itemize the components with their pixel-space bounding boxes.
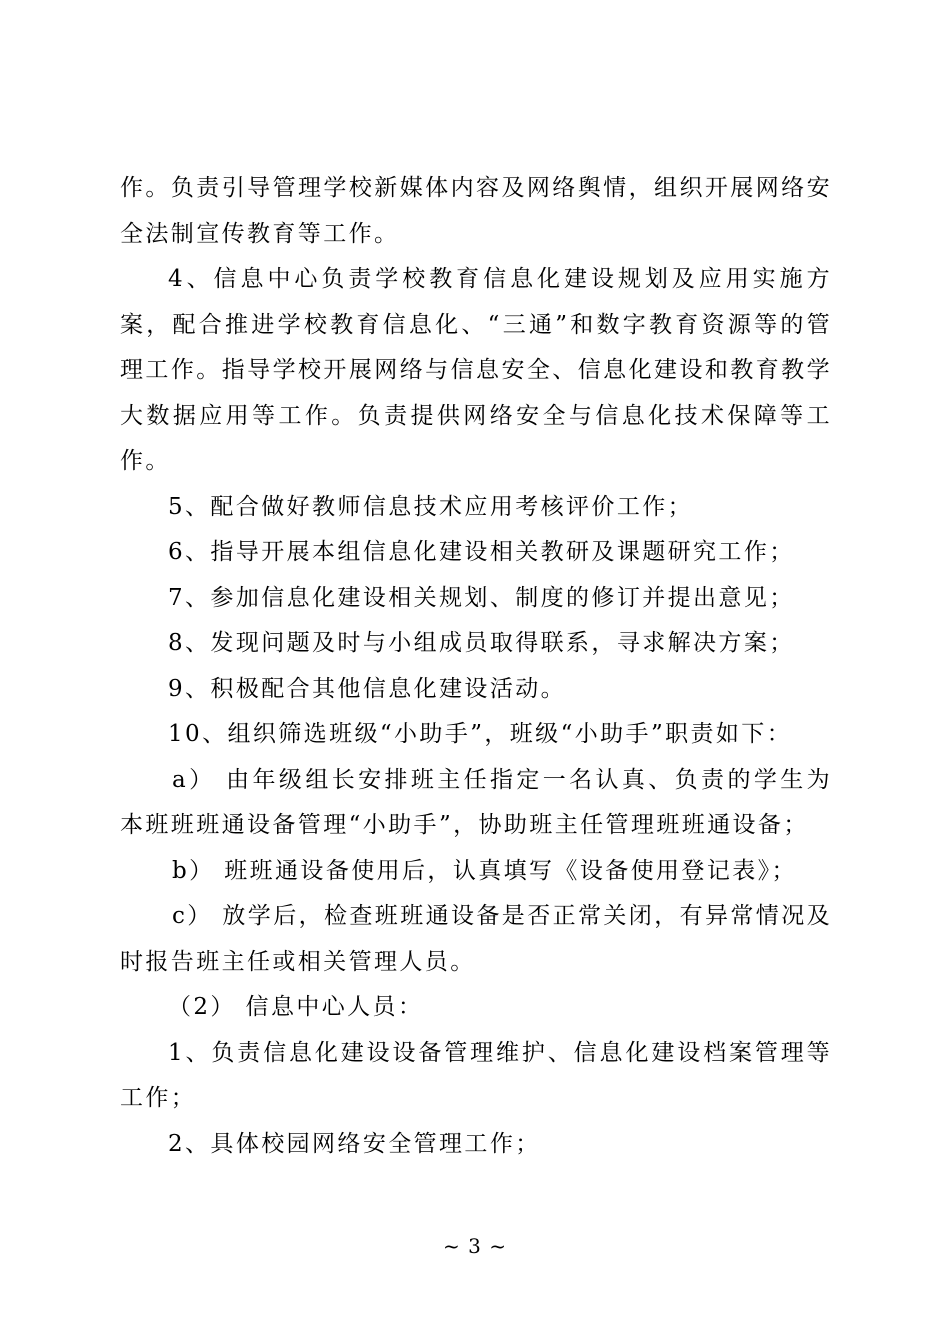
paragraph-continuation: 作。负责引导管理学校新媒体内容及网络舆情，组织开展网络安全法制宣传教育等工作。 [120, 175, 832, 247]
paragraph-item-8: 8、发现问题及时与小组成员取得联系，寻求解决方案； [168, 630, 795, 656]
document-body [120, 166, 832, 1167]
paragraph-item-5: 5、配合做好教师信息技术应用考核评价工作； [168, 493, 694, 520]
paragraph-staff-item-2: 2、具体校园网络安全管理工作； [168, 1130, 541, 1157]
paragraph-item-9: 9、积极配合其他信息化建设活动。 [168, 675, 567, 702]
section-heading-2: （2） 信息中心人员： [168, 994, 424, 1020]
page-number: ~ 3 ~ [443, 1234, 507, 1258]
paragraph-staff-item-1: 1、负责信息化建设设备管理维护、信息化建设档案管理等工作； [120, 1039, 832, 1111]
paragraph-item-4: 4、信息中心负责学校教育信息化建设规划及应用实施方案，配合推进学校教育信息化、“三通”和数字教育资源等的管理工作。指导学校开展网络与信息安全、信息化建设和教育教学大数据应用等工作。负责提供网络安全与信息化技术保障等工作。 [120, 266, 832, 474]
paragraph-item-6: 6、指导开展本组信息化建设相关教研及课题研究工作； [168, 539, 795, 565]
paragraph-subitem-c: c） 放学后，检查班班通设备是否正常关闭，有异常情况及时报告班主任或相关管理人员。 [120, 903, 832, 975]
paragraph-subitem-a: a） 由年级组长安排班主任指定一名认真、负责的学生为本班班班通设备管理“小助手”，协助班主任管理班班通设备； [120, 766, 832, 838]
paragraph-item-7: 7、参加信息化建设相关规划、制度的修订并提出意见； [168, 584, 795, 611]
paragraph-subitem-b: b） 班班通设备使用后，认真填写《设备使用登记表》； [172, 857, 797, 884]
paragraph-item-10: 10、组织筛选班级“小助手”，班级“小助手”职责如下： [168, 721, 793, 747]
